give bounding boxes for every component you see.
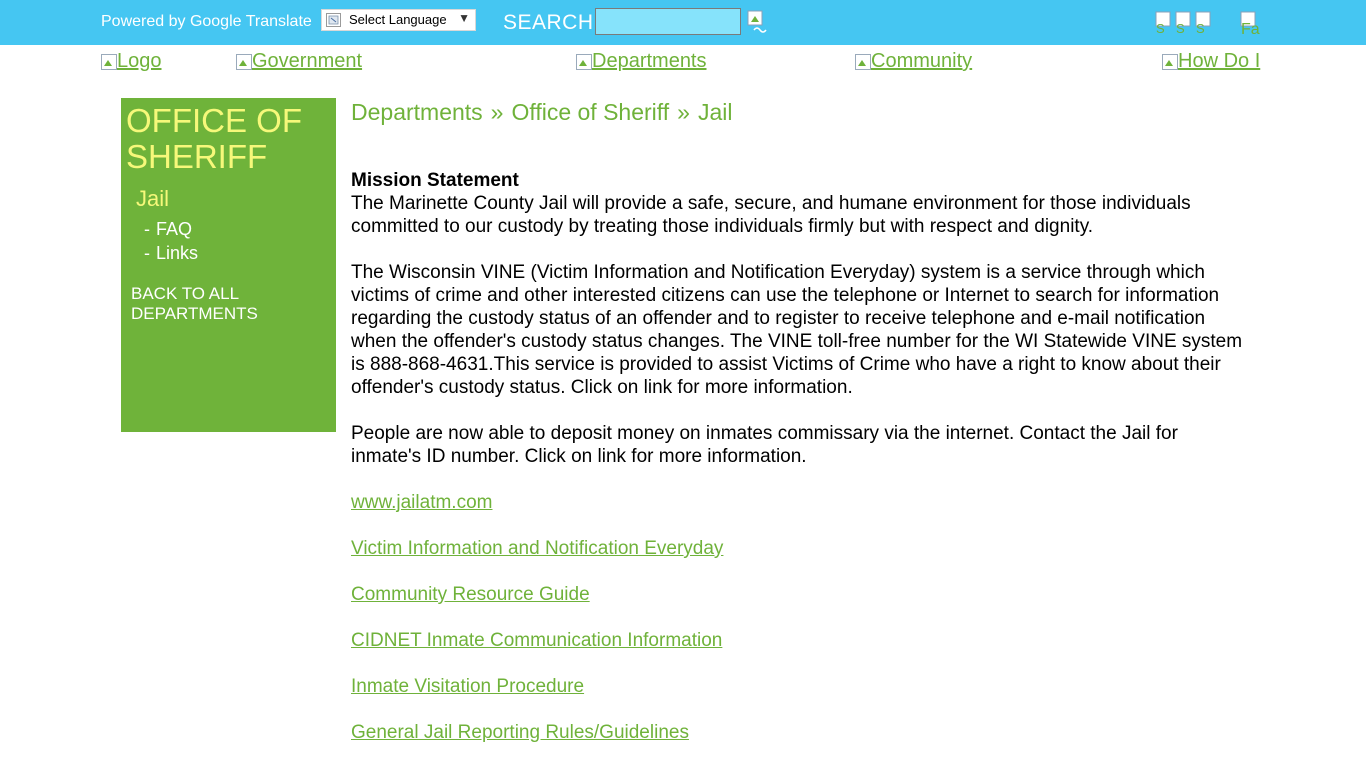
svg-text:Fa: Fa [1241, 21, 1260, 35]
nav-how-do-i-label: How Do I [1178, 50, 1261, 72]
social-icon[interactable] [1175, 11, 1195, 35]
social-icon[interactable] [1195, 11, 1215, 35]
commissary-paragraph: People are now able to deposit money on inmates commissary via the internet. Contact the Jail for inmate's ID number. Click on link for more information. [351, 423, 1178, 467]
svg-text:S: S [1156, 21, 1165, 35]
top-bar [0, 0, 1366, 45]
link-inmate-visitation[interactable]: Inmate Visitation Procedure [351, 676, 585, 697]
language-select[interactable] [321, 9, 476, 31]
link-cidnet[interactable]: CIDNET Inmate Communication Information [351, 630, 723, 651]
chevron-down-icon: ▼ [458, 11, 470, 25]
link-jailatm[interactable]: www.jailatm.com [351, 492, 493, 513]
breadcrumb-office-of-sheriff[interactable]: Office of Sheriff [511, 99, 670, 125]
sidebar-title[interactable]: OFFICE OF SHERIFF [126, 102, 302, 175]
sidebar-item-jail[interactable]: Jail [136, 186, 170, 211]
vine-paragraph: The Wisconsin VINE (Victim Information and Notification Everyday) system is a service through which victims of crime and other interested citizens can use the telephone or Internet to search for information regarding the custody status of an offender and to register to receive telephone and e-mail notification when the offender's custody status changes. The VINE toll-free number for the WI Statewide VINE system is 888-868-4631.This service is provided to assist Victims of Crime who have a right to know about their offender's custody status. Click on link for more information. [351, 262, 1243, 398]
sidebar-item-links[interactable]: - Links [144, 243, 199, 263]
nav-government[interactable] [236, 50, 362, 73]
link-community-resource-guide[interactable]: Community Resource Guide [351, 584, 590, 605]
social-icon[interactable] [1155, 11, 1175, 35]
nav-how-do-i[interactable] [1162, 50, 1260, 73]
link-general-jail-rules[interactable]: General Jail Reporting Rules/Guidelines [351, 722, 689, 743]
svg-text:S: S [1176, 21, 1185, 35]
broken-image-icon [236, 54, 252, 70]
mission-statement-text: The Marinette County Jail will provide a safe, secure, and humane environment for those individuals committed to our custody by treating those individuals firmly but with respect and dignity. [351, 193, 1191, 237]
link-vine[interactable]: Victim Information and Notification Everyday [351, 538, 724, 559]
mission-statement-heading: Mission Statement [351, 170, 519, 191]
broken-image-icon [1162, 54, 1178, 70]
nav-logo-label: Logo [117, 50, 162, 72]
breadcrumb [351, 99, 732, 126]
language-select-label: Select Language [349, 12, 447, 27]
nav-community-label: Community [871, 50, 973, 72]
svg-text:S: S [1196, 21, 1205, 35]
search-button-icon[interactable] [747, 10, 771, 34]
mission-paragraph [351, 169, 1251, 238]
nav-departments[interactable] [576, 50, 707, 73]
nav-departments-label: Departments [592, 50, 707, 72]
broken-image-icon [101, 54, 117, 70]
sidebar [121, 98, 336, 432]
main-content [351, 169, 1251, 767]
sidebar-item-label: FAQ [156, 219, 193, 239]
nav-community[interactable] [855, 50, 972, 73]
search-label: SEARCH [503, 11, 594, 34]
sidebar-item-label: Links [156, 243, 199, 263]
facebook-icon[interactable] [1240, 11, 1266, 35]
broken-image-icon [576, 54, 592, 70]
breadcrumb-separator: » [490, 99, 504, 125]
broken-image-icon [855, 54, 871, 70]
breadcrumb-jail[interactable]: Jail [697, 99, 733, 125]
nav-logo[interactable] [101, 50, 162, 73]
google-translate-icon [326, 13, 341, 27]
sidebar-item-faq[interactable]: - FAQ [144, 219, 193, 239]
back-to-all-departments-link[interactable]: BACK TO ALL DEPARTMENTS [131, 284, 258, 323]
search-input[interactable] [595, 8, 741, 35]
powered-by-google-translate[interactable]: Powered by Google Translate [101, 13, 312, 30]
breadcrumb-separator: » [677, 99, 690, 125]
breadcrumb-departments[interactable]: Departments [351, 99, 483, 125]
nav-government-label: Government [252, 50, 363, 72]
